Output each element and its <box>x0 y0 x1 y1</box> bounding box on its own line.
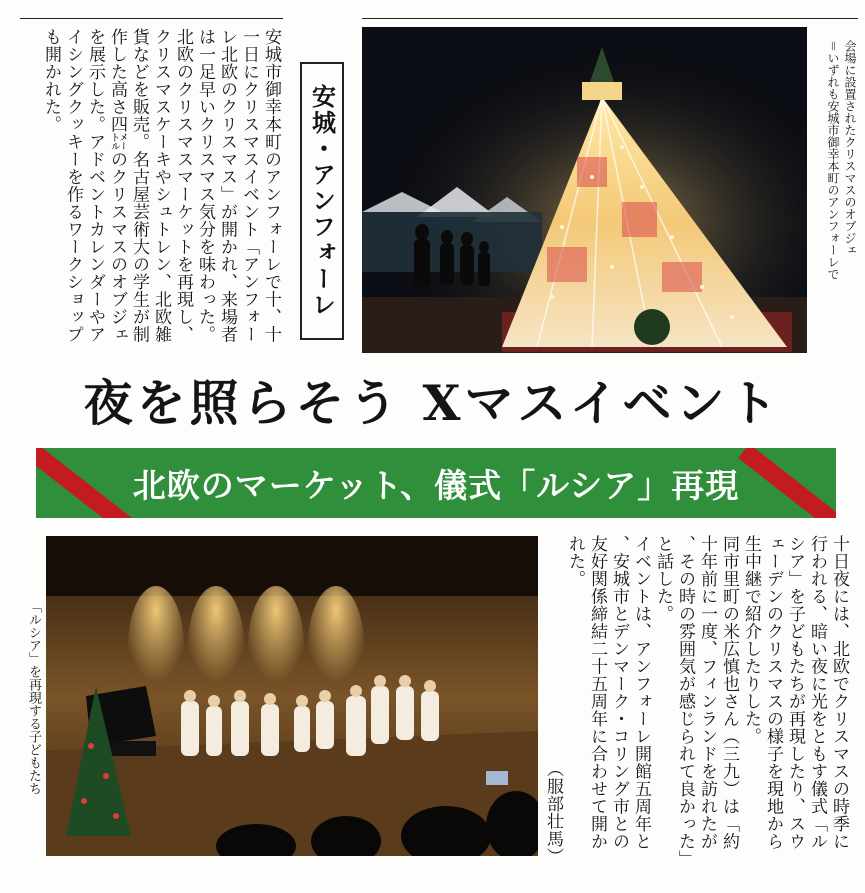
top-rule-right <box>362 18 858 19</box>
photo2-caption: 「ルシア」を再現する子どもたち <box>26 600 41 795</box>
bottom-article-paragraph: 同市里町の米広慎也さん（三九）は「約十年前に一度、フィンランドを訪れたが、その時の雰囲気が感じられて良かった」と話した。 <box>653 535 739 859</box>
photo1-caption <box>812 40 858 360</box>
photo-christmas-object <box>362 27 807 353</box>
byline: （服部壮馬） <box>543 760 563 865</box>
photo1-caption-line: 会場に設置されたクリスマスのオブジェ <box>843 40 857 256</box>
top-article-paragraph: 安城市御幸本町のアンフォーレで十、十一日にクリスマスイベント「アンフォーレ北欧のクリスマス」が開かれ、来場者は一足早いクリスマス気分を味わった。 <box>195 28 281 343</box>
top-rule-left <box>20 18 283 19</box>
headline: 夜を照らそう Xマスイベント <box>83 374 782 432</box>
photo1-caption-line: ＝いずれも安城市御幸本町のアンフォーレで <box>826 40 840 281</box>
photo-lucia-children <box>46 536 538 856</box>
section-tag-box <box>300 62 344 340</box>
banner-red-stripe-right <box>738 448 836 518</box>
top-article-paragraph: 北欧のクリスマスマーケットを再現し、クリスマスケーキやシュトレン、北欧雑貨などを販売。名古屋芸術大の学生が制作した高さ四㍍のクリスマスのオブジェを展示した。アドベントカレンダーやアイシングクッキーを作るワークショップも開かれた。 <box>41 28 193 343</box>
top-article-body <box>20 28 282 358</box>
banner-red-stripe-left <box>36 448 132 518</box>
bottom-article-paragraph: 十日夜には、北欧でクリスマスの時季に行われる、暗い夜に光をともす儀式「ルシア」を子どもたちが再現したり、スウェーデンのクリスマスの様子を現地から生中継で紹介したりした。 <box>741 535 849 850</box>
bottom-article-paragraph: イベントは、アンフォーレ開館五周年と、安城市とデンマーク・コリング市との友好関係締結二十五周年に合わせて開かれた。 <box>565 535 651 850</box>
bottom-article-body <box>543 535 850 865</box>
section-tag: 安城・アンフォーレ <box>307 84 336 318</box>
subheadline-banner <box>36 448 836 518</box>
subheadline: 北欧のマーケット、儀式「ルシア」再現 <box>132 465 740 505</box>
